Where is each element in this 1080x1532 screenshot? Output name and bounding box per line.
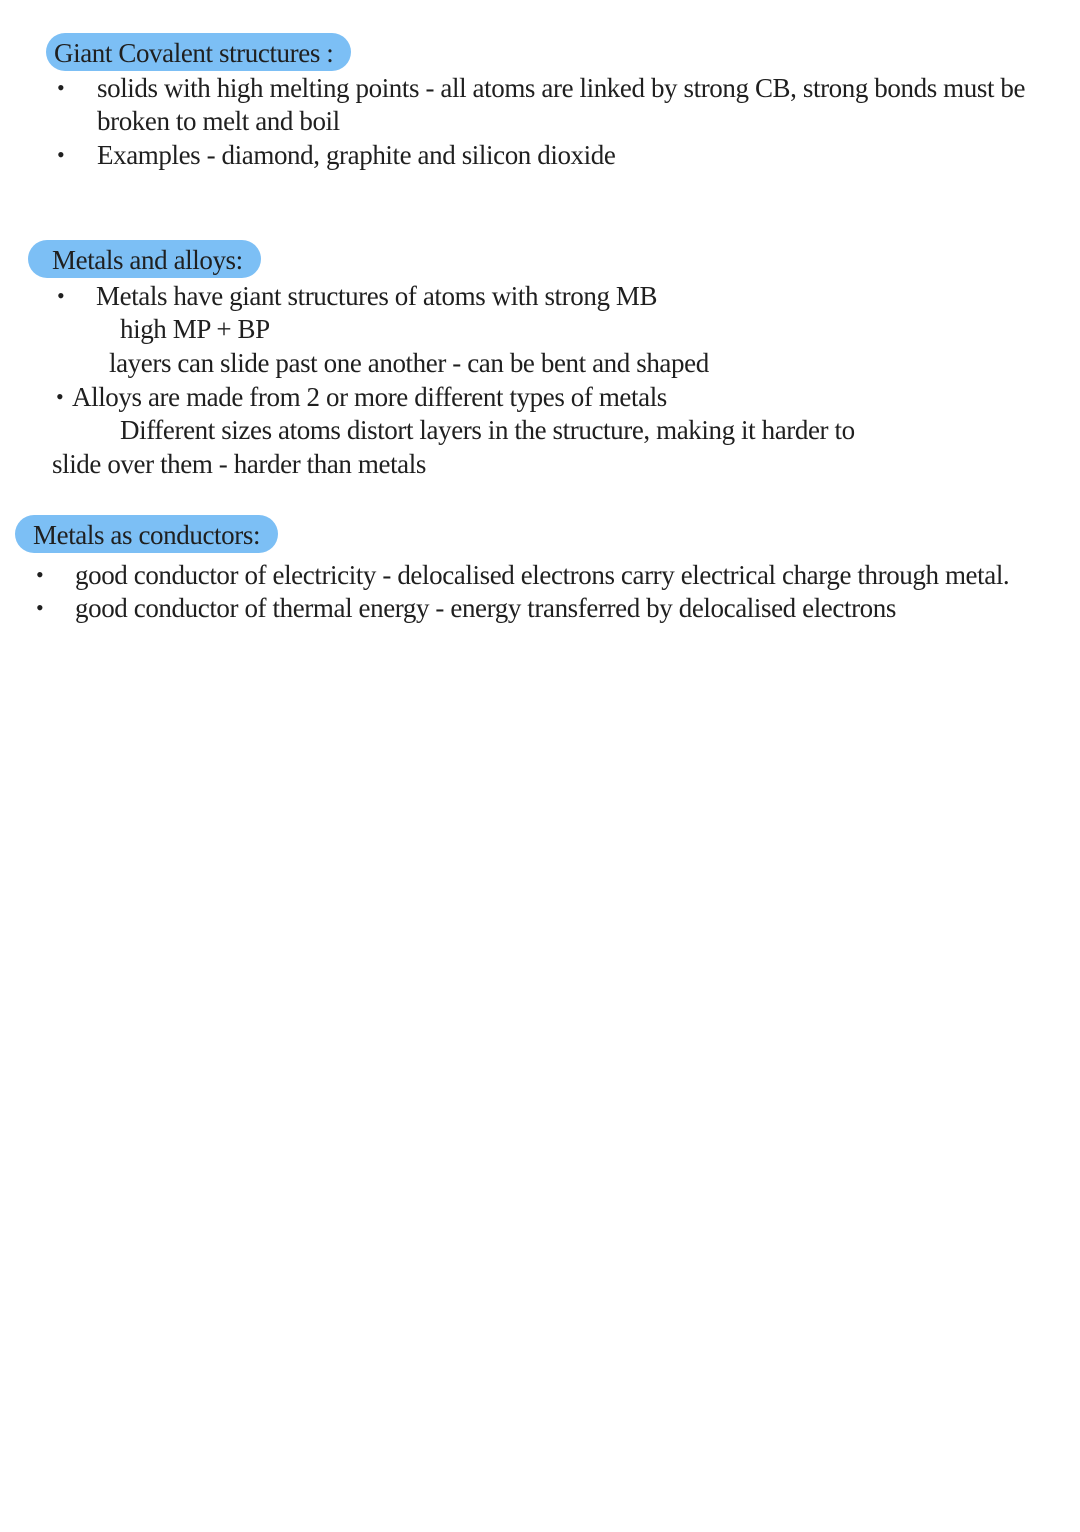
text-line: slide over them - harder than metals — [52, 449, 426, 479]
text-line: high MP + BP — [120, 314, 270, 344]
bullet-icon: • — [36, 562, 44, 587]
text-line: good conductor of thermal energy - energy transferred by delocalised electrons — [75, 593, 896, 623]
text-line: good conductor of electricity - delocalised electrons carry electrical charge through metal. — [75, 560, 1010, 590]
bullet-icon: • — [56, 384, 64, 409]
section-heading-giant-covalent: Giant Covalent structures : — [46, 33, 351, 71]
text-line: layers can slide past one another - can be bent and shaped — [109, 348, 709, 378]
text-line: Examples - diamond, graphite and silicon dioxide — [97, 140, 616, 170]
bullet-icon: • — [36, 595, 44, 620]
text-line: solids with high melting points - all atoms are linked by strong CB, strong bonds must be — [97, 73, 1026, 103]
bullet-icon: • — [57, 283, 65, 308]
text-line: Metals have giant structures of atoms with strong MB — [96, 281, 658, 311]
section-heading-metals-alloys: Metals and alloys: — [28, 240, 261, 278]
section-heading-metals-conductors: Metals as conductors: — [15, 515, 278, 553]
text-line: broken to melt and boil — [97, 106, 340, 136]
text-line: Alloys are made from 2 or more different types of metals — [72, 382, 667, 412]
bullet-icon: • — [57, 142, 65, 167]
text-line: Different sizes atoms distort layers in the structure, making it harder to — [120, 415, 855, 445]
bullet-icon: • — [57, 75, 65, 100]
